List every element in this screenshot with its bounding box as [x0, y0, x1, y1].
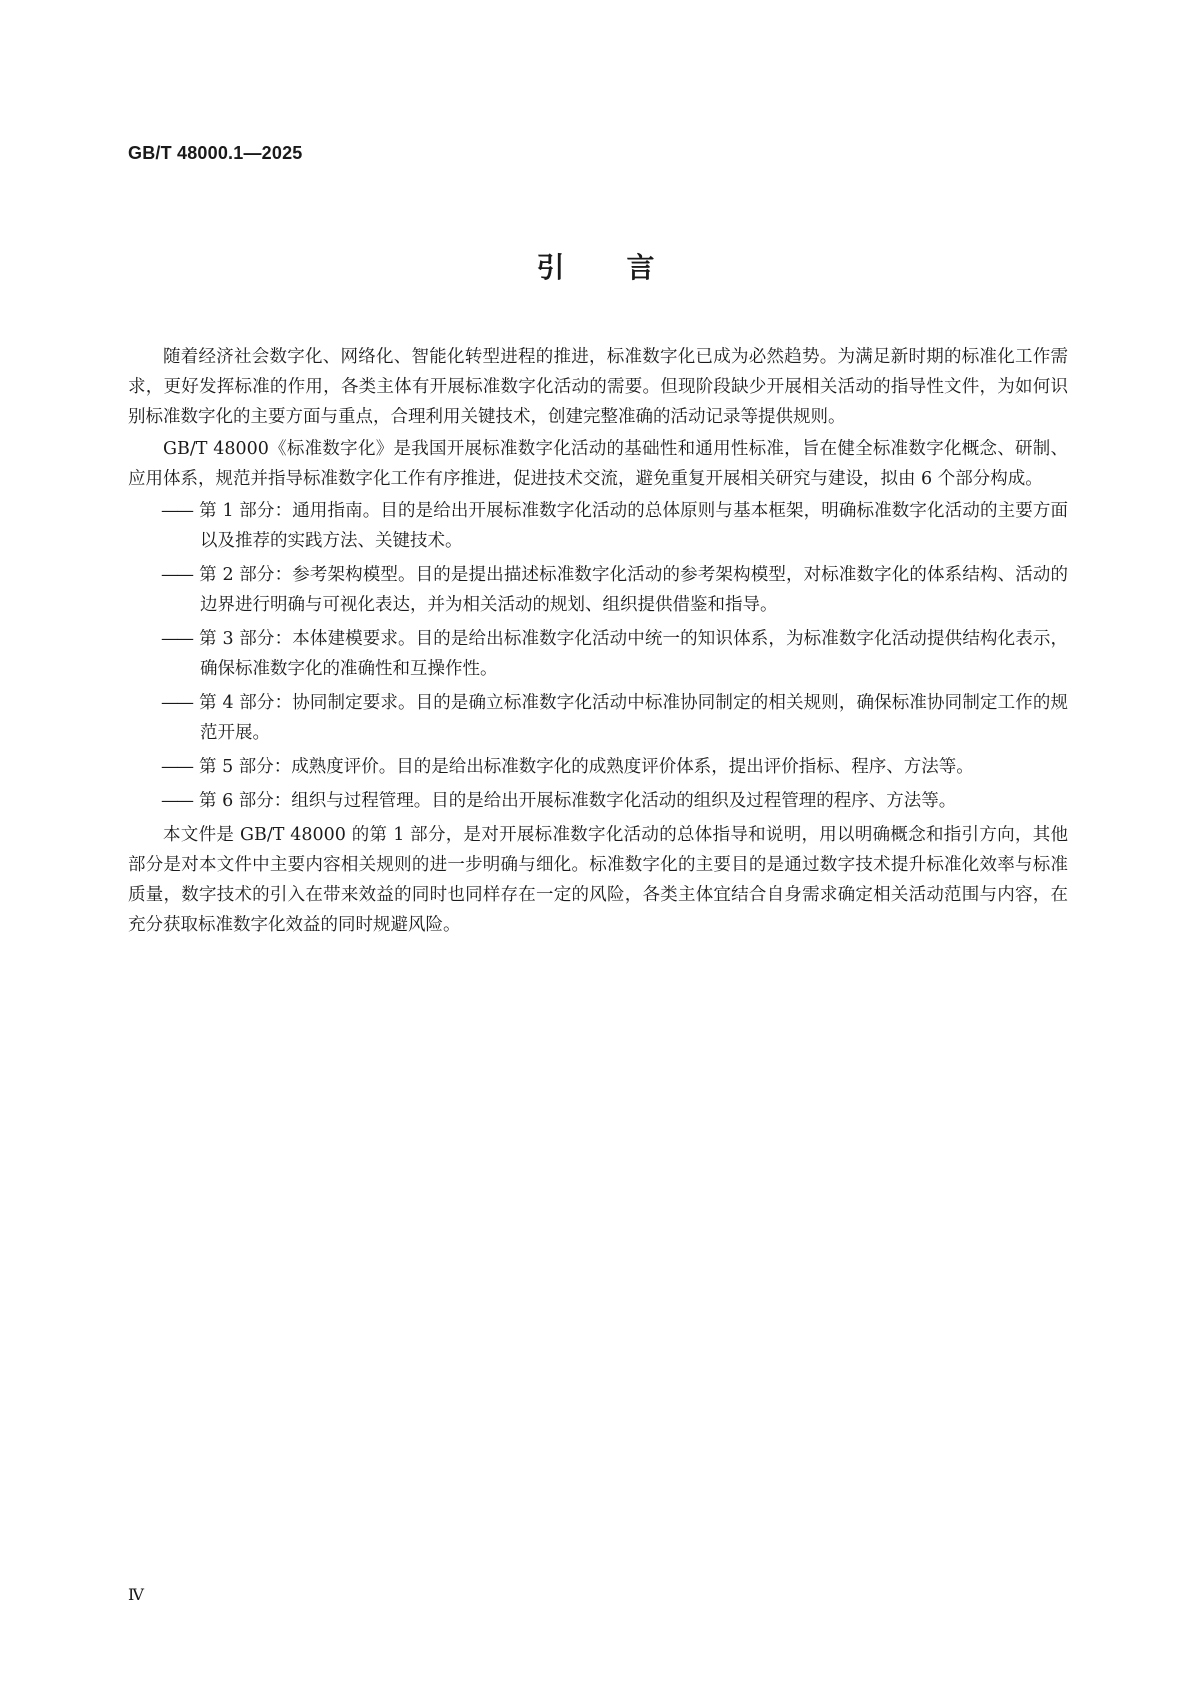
list-item: [128, 560, 1068, 620]
document-code: GB/T 48000.1—2025: [128, 143, 303, 163]
intro-paragraph-2: GB/T 48000《标准数字化》是我国开展标准数字化活动的基础性和通用性标准，旨在健全标准数字化概念、研制、应用体系，规范并指导标准数字化工作有序推进，促进技术交流，避免重复开展相关研究与建设，拟由 6 个部分构成。: [128, 439, 1068, 489]
page-title: 引言: [536, 251, 717, 284]
list-item: [128, 624, 1068, 684]
list-item-text: 第 3 部分：本体建模要求。目的是给出标准数字化活动中统一的知识体系，为标准数字化活动提供结构化表示，确保标准数字化的准确性和互操作性。: [199, 629, 1068, 679]
list-item: [128, 496, 1068, 556]
document-body: [128, 342, 1068, 944]
list-dash: ——: [161, 501, 192, 521]
page-number: Ⅳ: [128, 1585, 144, 1604]
list-dash: ——: [161, 791, 192, 811]
list-dash: ——: [161, 757, 192, 777]
list-dash: ——: [161, 629, 192, 649]
list-item-text: 第 2 部分：参考架构模型。目的是提出描述标准数字化活动的参考架构模型，对标准数字化的体系结构、活动的边界进行明确与可视化表达，并为相关活动的规划、组织提供借鉴和指导。: [199, 565, 1068, 615]
closing-paragraph: 本文件是 GB/T 48000 的第 1 部分，是对开展标准数字化活动的总体指导和说明，用以明确概念和指引方向，其他部分是对本文件中主要内容相关规则的进一步明确与细化。标准数字化的主要目的是通过数字技术提升标准化效率与标准质量，数字技术的引入在带来效益的同时也同样存在一定的风险，各类主体宜结合自身需求确定相关活动范围与内容，在充分获取标准数字化效益的同时规避风险。: [128, 825, 1068, 935]
list-dash: ——: [161, 565, 192, 585]
list-dash: ——: [161, 693, 192, 713]
list-item: [128, 786, 1068, 816]
list-item: [128, 752, 1068, 782]
intro-paragraph-1: 随着经济社会数字化、网络化、智能化转型进程的推进，标准数字化已成为必然趋势。为满足新时期的标准化工作需求，更好发挥标准的作用，各类主体有开展标准数字化活动的需要。但现阶段缺少开展相关活动的指导性文件，为如何识别标准数字化的主要方面与重点，合理利用关键技术，创建完整准确的活动记录等提供规则。: [128, 347, 1068, 427]
list-item: [128, 688, 1068, 748]
list-item-text: 第 1 部分：通用指南。目的是给出开展标准数字化活动的总体原则与基本框架，明确标准数字化活动的主要方面以及推荐的实践方法、关键技术。: [199, 501, 1068, 551]
list-item-text: 第 4 部分：协同制定要求。目的是确立标准数字化活动中标准协同制定的相关规则，确保标准协同制定工作的规范开展。: [199, 693, 1068, 743]
list-item-text: 第 5 部分：成熟度评价。目的是给出标准数字化的成熟度评价体系，提出评价指标、程序、方法等。: [199, 757, 974, 777]
list-item-text: 第 6 部分：组织与过程管理。目的是给出开展标准数字化活动的组织及过程管理的程序、方法等。: [199, 791, 957, 811]
